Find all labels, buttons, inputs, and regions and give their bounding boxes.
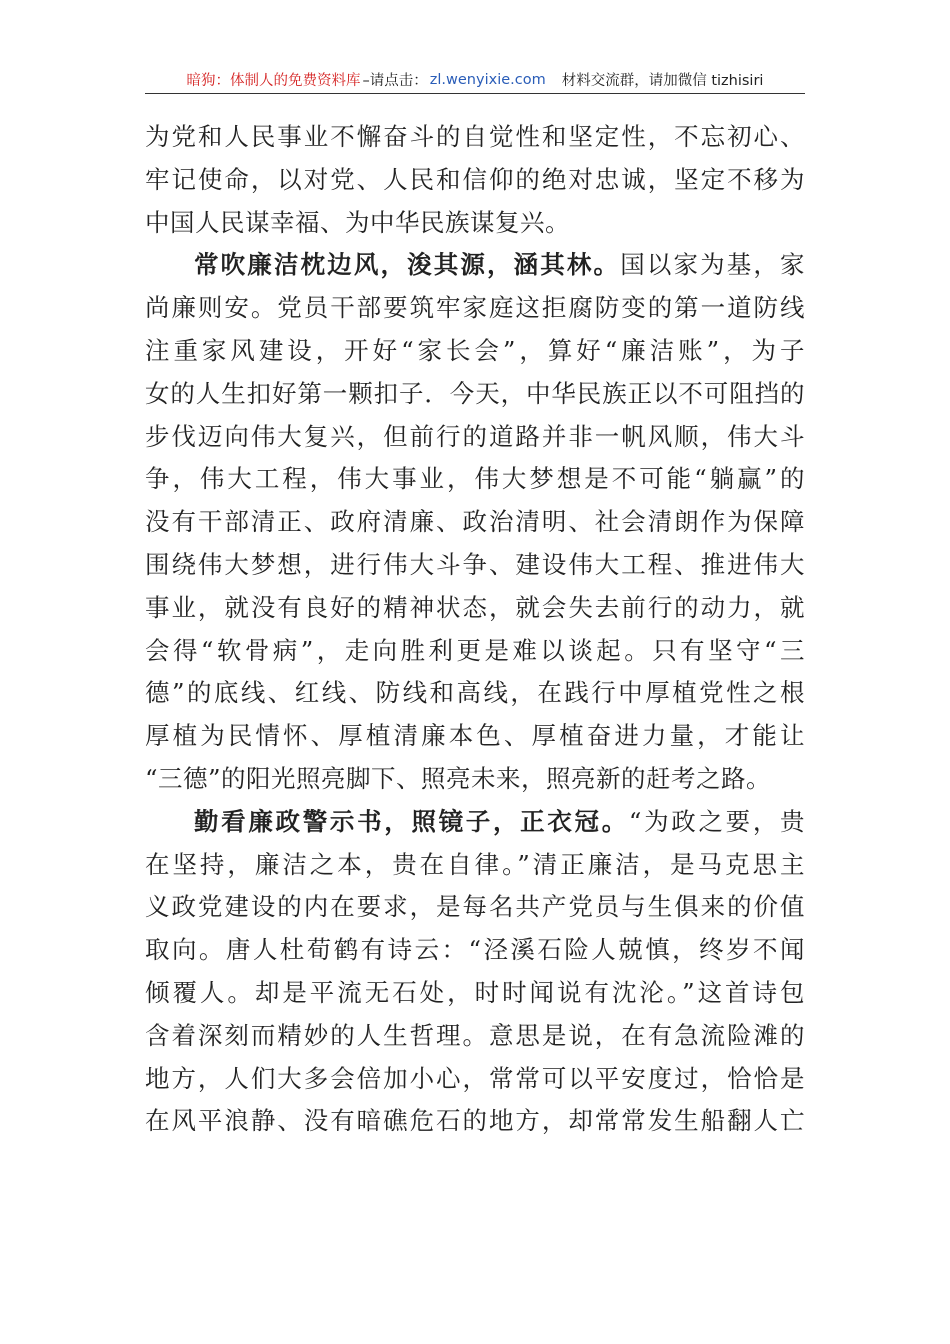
text-line: 中国人民谋幸福、为中华民族谋复兴。 xyxy=(145,207,570,237)
text-line: 注重家风建设，开好“家长会”，算好“廉洁账”，为子 xyxy=(145,335,805,365)
text-line: 在风平浪静、没有暗礁危石的地方，却常常发生船翻人亡 xyxy=(145,1106,805,1136)
text-line: “三德”的阳光照亮脚下、照亮未来，照亮新的赶考之路。 xyxy=(145,763,772,793)
header-prompt: –请点击： xyxy=(362,73,428,89)
text-line: 地方，人们大多会倍加小心，常常可以平安度过，恰恰是 xyxy=(145,1063,805,1093)
text-line: 厚植为民情怀、厚植清廉本色、厚植奋进力量，才能让 xyxy=(145,721,805,751)
text-line: 围绕伟大梦想，进行伟大斗争、建设伟大工程、推进伟大 xyxy=(145,549,805,579)
text-line: 尚廉则安。党员干部要筑牢家庭这拒腐防变的第一道防线 xyxy=(145,293,805,323)
text-line: 取向。唐人杜荀鹤有诗云：“泾溪石险人兢慎，终岁不闻 xyxy=(145,935,805,965)
text-line: 在坚持，廉洁之本，贵在自律。”清正廉洁，是马克思主 xyxy=(145,849,805,879)
text-line: 会得“软骨病”，走向胜利更是难以谈起。只有坚守“三 xyxy=(145,635,805,665)
text-line: 牢记使命，以对党、人民和信仰的绝对忠诚，坚定不移为 xyxy=(145,164,805,194)
paragraph-3-lead: “为政之要，贵 xyxy=(628,806,805,836)
paragraph-2-heading: 常吹廉洁枕边风，浚其源，涵其林。 xyxy=(194,250,621,280)
paragraph-2-lead: 国以家为基，家 xyxy=(620,250,806,280)
paragraph-2-first-line xyxy=(145,244,805,287)
text-line: 没有干部清正、政府清廉、政治清明、社会清朗作为保障 xyxy=(145,507,805,537)
text-line: 含着深刻而精妙的人生哲理。意思是说，在有急流险滩的 xyxy=(145,1020,805,1050)
text-line: 德”的底线、红线、防线和高线，在践行中厚植党性之根 xyxy=(145,678,805,708)
text-line: 争，伟大工程，伟大事业，伟大梦想是不可能“躺赢”的 xyxy=(145,464,805,494)
text-line: 女的人生扣好第一颗扣子．今天，中华民族正以不可阻挡的 xyxy=(145,378,805,408)
text-line: 义政党建设的内在要求，是每名共产党员与生俱来的价值 xyxy=(145,892,805,922)
text-line: 步伐迈向伟大复兴，但前行的道路并非一帆风顺，伟大斗 xyxy=(145,421,805,451)
header-brand: 暗狗：体制人的免费资料库 xyxy=(186,73,361,89)
page-header xyxy=(145,66,805,94)
text-line: 为党和人民事业不懈奋斗的自觉性和坚定性，不忘初心、 xyxy=(145,122,805,151)
text-line: 事业，就没有良好的精神状态，就会失去前行的动力，就 xyxy=(145,592,805,622)
header-group-note: 材料交流群，请加微信 tizhisiri xyxy=(561,73,764,89)
document-body xyxy=(145,116,805,1143)
paragraph-3-heading: 勤看廉政警示书，照镜子，正衣冠。 xyxy=(194,806,629,836)
paragraph-3-first-line xyxy=(145,801,805,844)
header-link[interactable]: zl.wenyixie.com xyxy=(429,71,546,88)
text-line: 倾覆人。却是平流无石处，时时闻说有沈沦。”这首诗包 xyxy=(145,977,805,1007)
